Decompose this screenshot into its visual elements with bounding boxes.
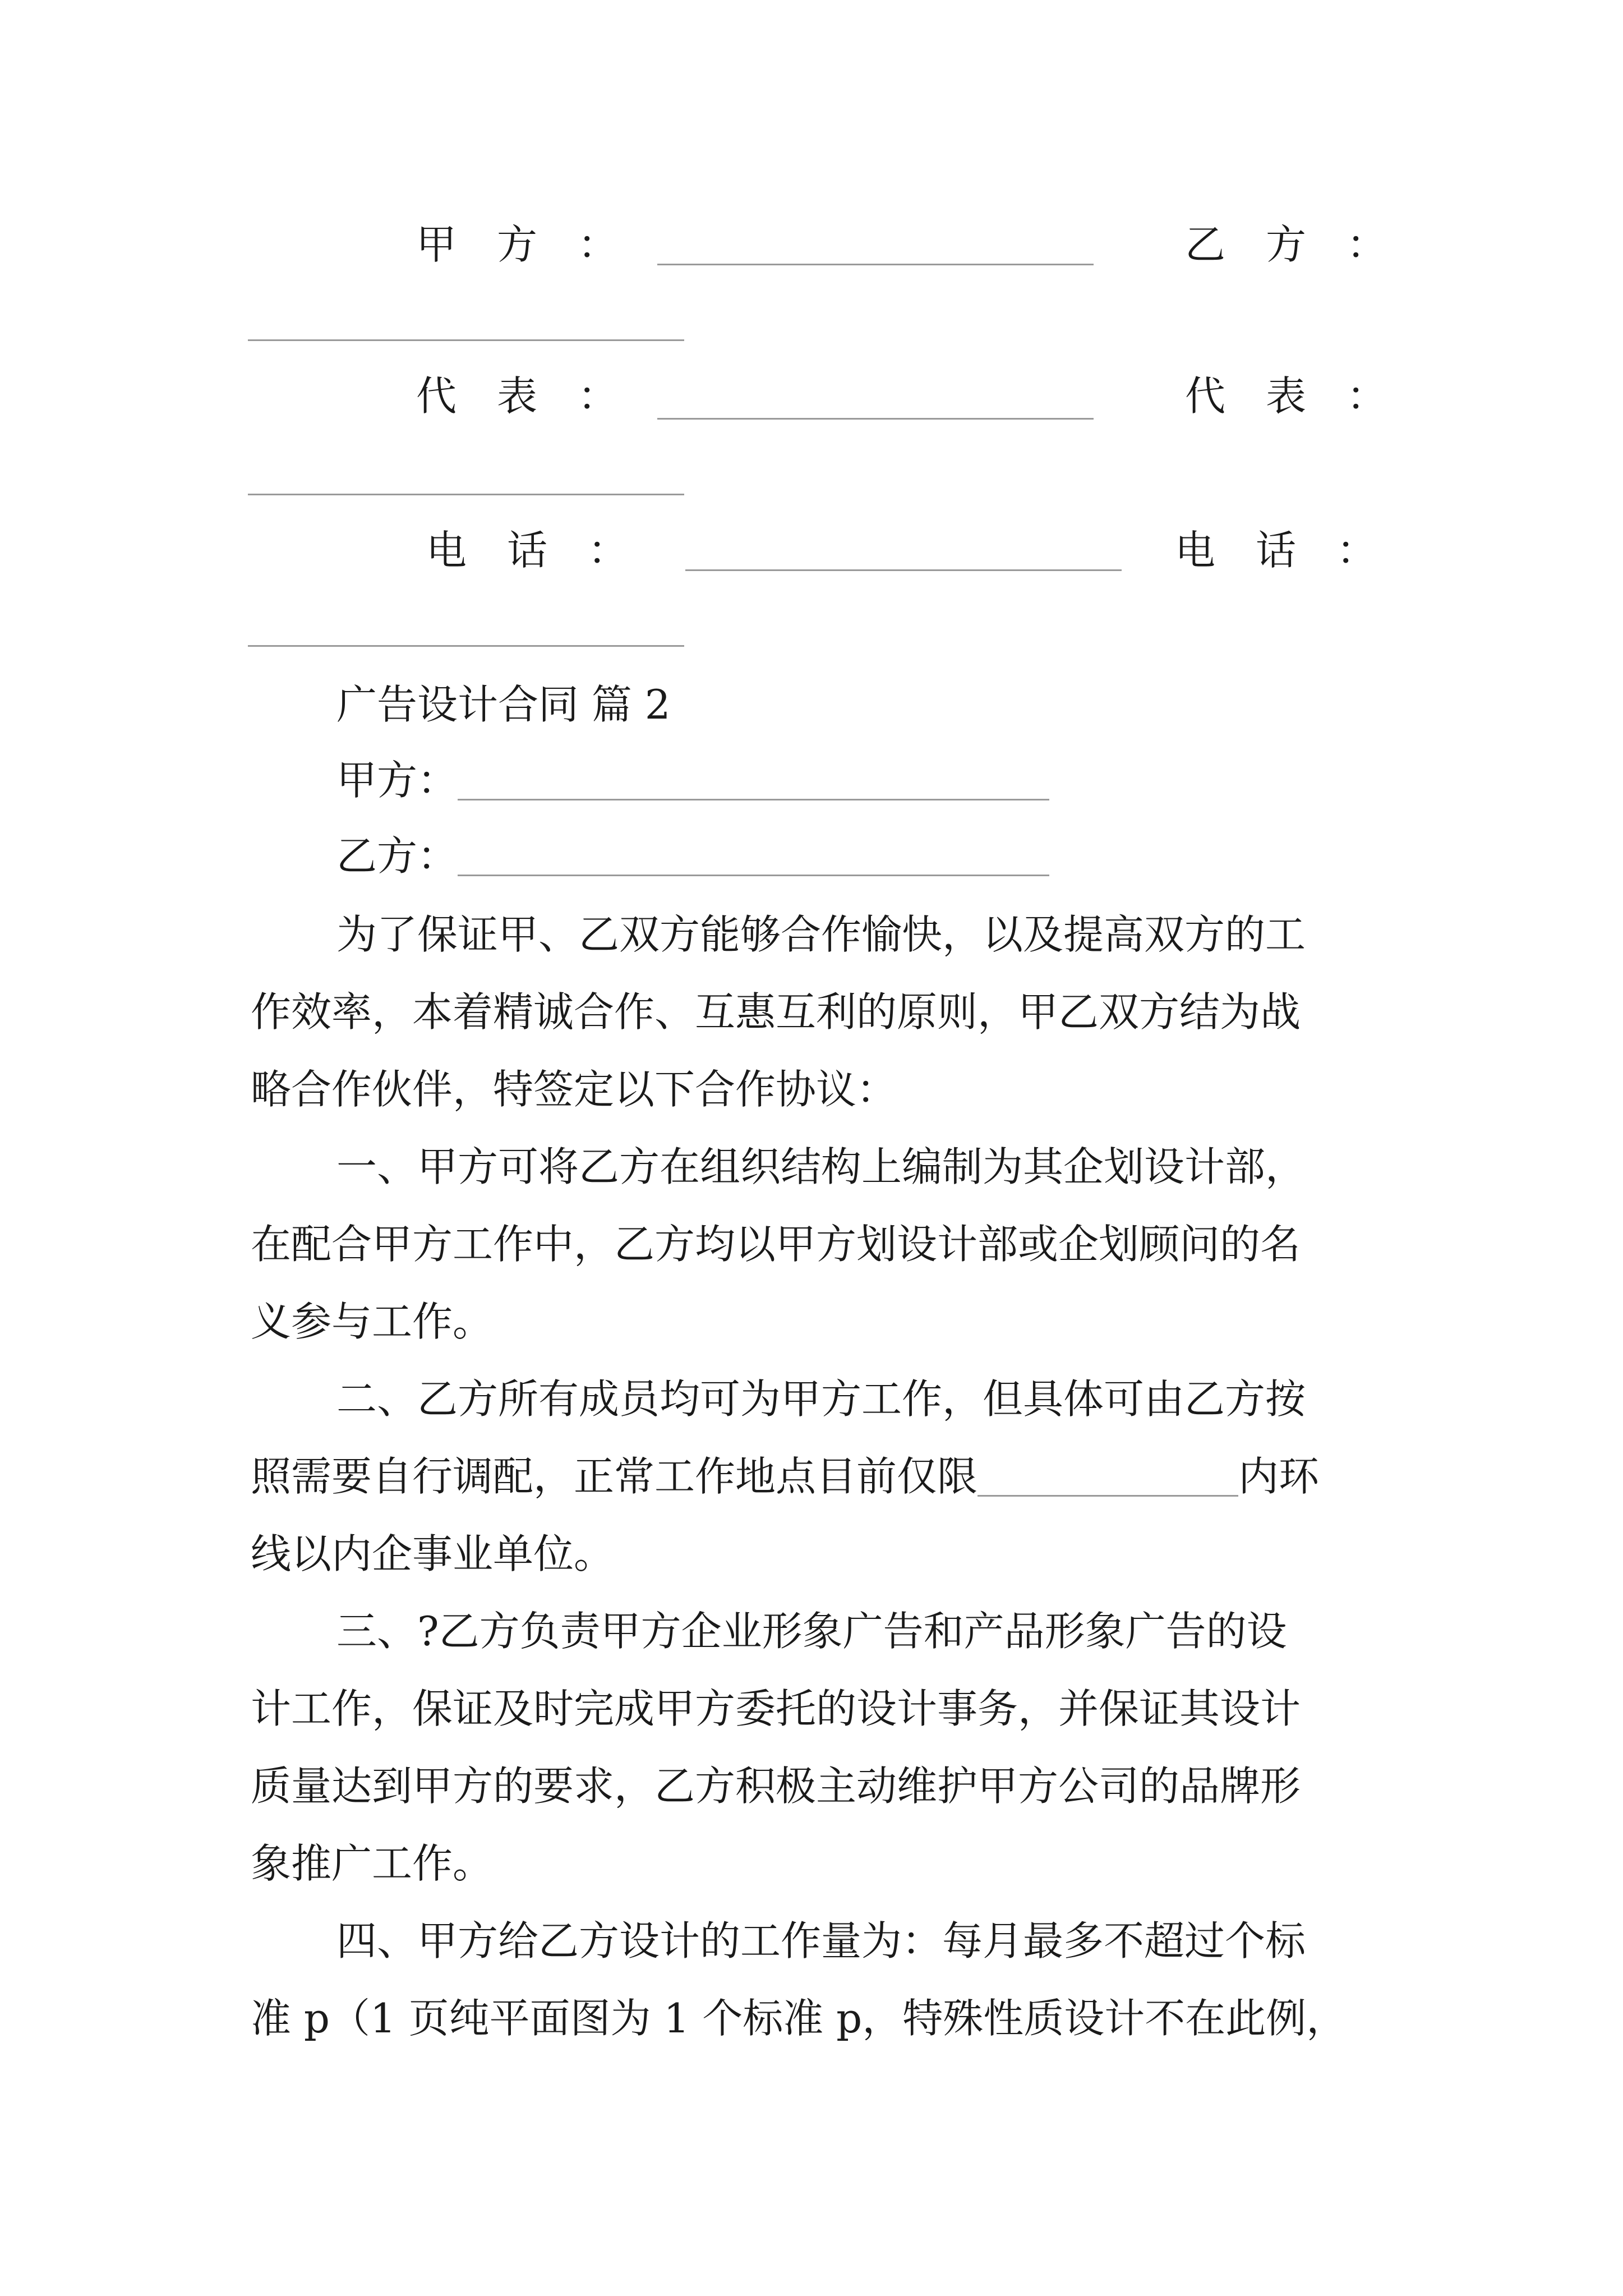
clause3-line-1: 三、?乙方负责甲方企业形象广告和产品形象广告的设 <box>336 1608 1287 1655</box>
clause2-line-2 <box>251 1453 1320 1500</box>
rep-b-label: 代 表 ： <box>1185 372 1387 420</box>
clause2-line-2-after: 内环 <box>1238 1453 1320 1500</box>
clause3-line-2: 计工作，保证及时完成甲方委托的设计事务，并保证其设计 <box>251 1685 1301 1732</box>
intro-line-3: 略合作伙伴，特签定以下合作协议： <box>251 1066 897 1113</box>
clause2-line-3: 线以内企事业单位。 <box>251 1530 615 1577</box>
clause4-line-1: 四、甲方给乙方设计的工作量为：每月最多不超过个标 <box>336 1917 1306 1964</box>
rep-a-blank <box>657 418 1094 420</box>
party-b-label-2: 乙方： <box>336 832 458 880</box>
contract-title: 广告设计合同 篇 2 <box>336 681 671 728</box>
phone-a-blank <box>685 569 1122 571</box>
party-a-label-2: 甲方： <box>336 757 458 804</box>
clause2-line-2-before: 照需要自行调配，正常工作地点目前仅限 <box>251 1453 978 1500</box>
rep-a-label: 代 表 ： <box>416 372 619 420</box>
clause3-line-4: 象推广工作。 <box>251 1840 494 1887</box>
clause1-line-2: 在配合甲方工作中，乙方均以甲方划设计部或企划顾问的名 <box>251 1221 1301 1268</box>
party-a-blank <box>657 264 1094 265</box>
clause2-line-1: 二、乙方所有成员均可为甲方工作，但具体可由乙方按 <box>336 1375 1306 1423</box>
phone-a-label: 电 话 ： <box>426 527 629 574</box>
party-b-blank <box>248 339 684 341</box>
party-a-line <box>336 757 1049 804</box>
party-b-blank-2 <box>458 841 1049 876</box>
rep-b-blank <box>248 494 684 495</box>
clause3-line-3: 质量达到甲方的要求，乙方积极主动维护甲方公司的品牌形 <box>251 1763 1301 1810</box>
intro-line-1: 为了保证甲、乙双方能够合作愉快，以及提高双方的工 <box>336 911 1306 958</box>
clause1-line-1: 一、甲方可将乙方在组织结构上编制为其企划设计部， <box>336 1143 1306 1190</box>
work-location-blank <box>978 1461 1238 1497</box>
clause1-line-3: 义参与工作。 <box>251 1298 494 1345</box>
phone-b-blank <box>248 645 684 647</box>
party-a-label: 甲 方 ： <box>416 221 619 268</box>
intro-line-2: 作效率，本着精诚合作、互惠互利的原则，甲乙双方结为战 <box>251 988 1301 1036</box>
clause4-line-2: 准 p（1 页纯平面图为 1 个标准 p，特殊性质设计不在此例， <box>251 1995 1347 2042</box>
phone-b-label: 电 话 ： <box>1175 527 1377 574</box>
party-a-blank-2 <box>458 765 1049 800</box>
party-b-line <box>336 832 1049 880</box>
party-b-label: 乙 方 ： <box>1185 221 1387 268</box>
